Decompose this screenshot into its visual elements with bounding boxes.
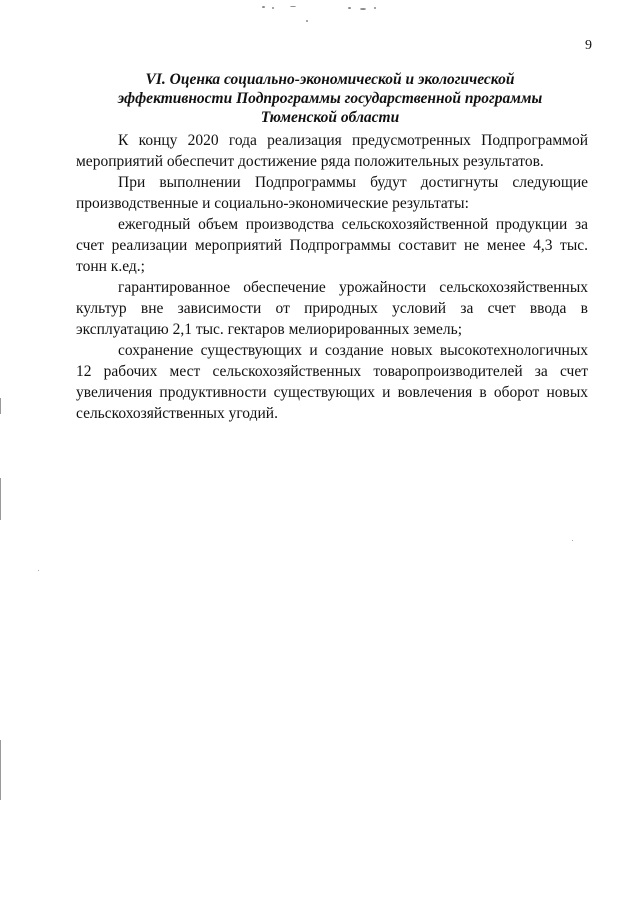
paragraph: К концу 2020 года реализация предусмотренных Подпрограммой мероприятий обеспечит достижение ряда положительных результатов. — [76, 132, 588, 170]
paragraph: ежегодный объем производства сельскохозяйственной продукции за счет реализации мероприятий Подпрограммы составит не менее 4,3 тыс. тонн к.ед.; — [76, 216, 588, 275]
scan-speck — [306, 20, 308, 22]
scan-speck — [374, 7, 376, 9]
section-heading — [70, 70, 590, 127]
document-body — [76, 130, 588, 424]
section-heading-line: Тюменской области — [260, 109, 400, 126]
scan-speck — [262, 6, 265, 8]
section-heading-line: эффективности Подпрограммы государственной программы — [117, 90, 543, 107]
scan-edge-mark-bottom — [0, 740, 1, 800]
scan-speck — [272, 7, 274, 9]
paragraph: сохранение существующих и создание новых высокотехнологичных 12 рабочих мест сельскохозяйственных товаропроизводителей за счет увеличения продуктивности существующих и вовлечения в оборот новых сельскохозяйственных угодий. — [76, 342, 588, 422]
section-heading-line: VI. Оценка социально-экономической и экологической — [145, 71, 515, 88]
page-number: 9 — [585, 38, 592, 53]
paragraph: гарантированное обеспечение урожайности сельскохозяйственных культур вне зависимости от природных условий за счет ввода в эксплуатацию 2,1 тыс. гектаров мелиорированных земель; — [76, 279, 588, 338]
scan-speck — [348, 7, 351, 9]
scan-speck — [360, 8, 366, 10]
scan-edge-mark-middle — [0, 478, 1, 520]
scan-speck — [572, 540, 573, 541]
scan-speck — [38, 570, 39, 571]
scan-speck — [290, 6, 296, 7]
scan-edge-mark-top — [0, 398, 1, 414]
paragraph: При выполнении Подпрограммы будут достигнуты следующие производственные и социально-экономические результаты: — [76, 174, 588, 212]
